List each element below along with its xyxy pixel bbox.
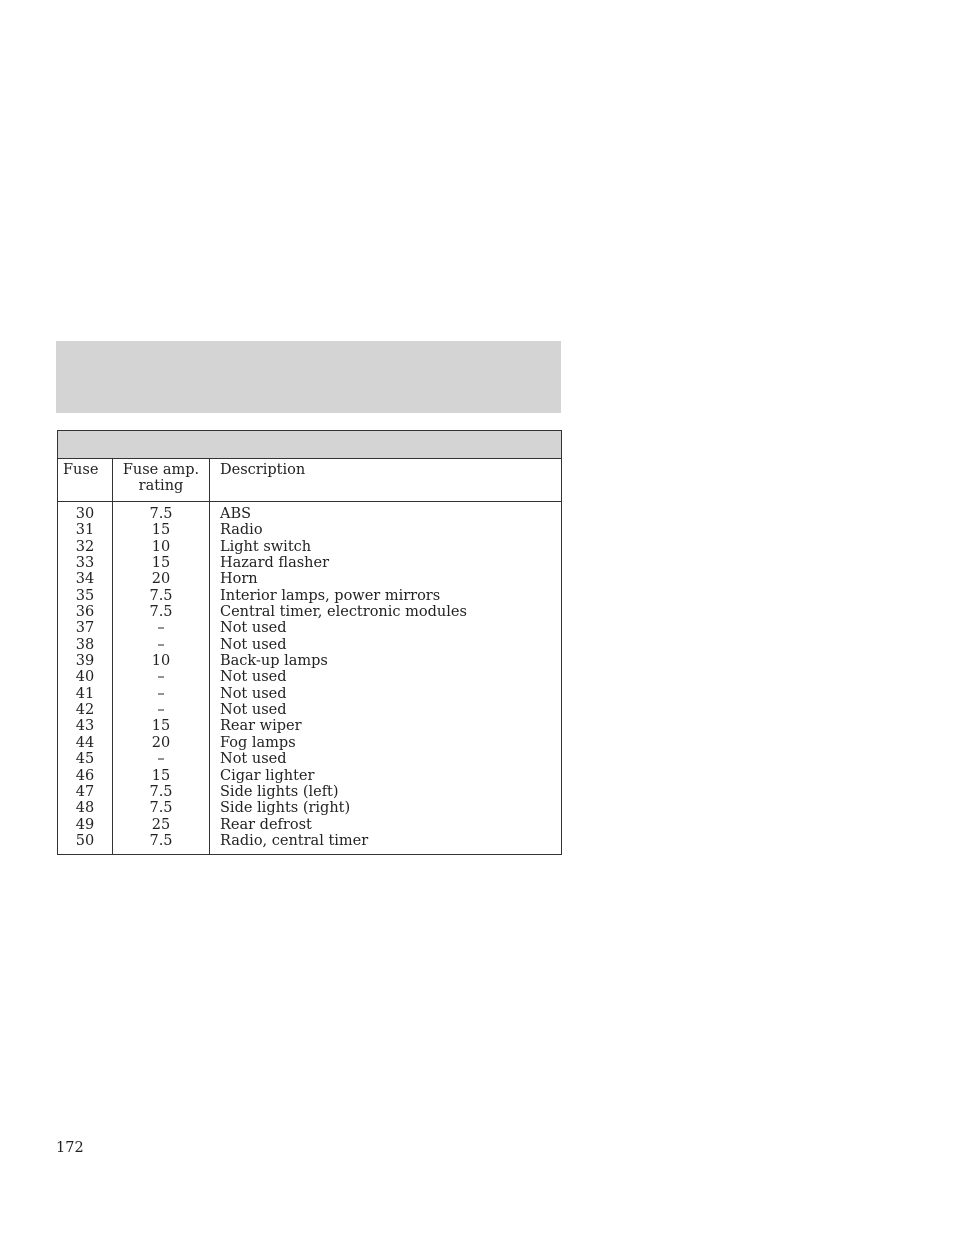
section-header-band (56, 341, 561, 413)
amp-cell: 20 (151, 734, 171, 751)
description-cell: ABS (220, 506, 252, 522)
amp-cell: 25 (151, 816, 171, 833)
table-row (58, 768, 561, 784)
amp-cell: – (157, 685, 165, 702)
column-header-amp-line1: Fuse amp. (122, 462, 200, 478)
description-cell: Light switch (220, 538, 312, 555)
table-row (58, 784, 561, 800)
fuse-cell: 42 (75, 702, 95, 719)
table-row (58, 718, 561, 734)
amp-cell: – (157, 669, 165, 686)
description-cell: Radio (220, 522, 263, 539)
fuse-cell: 46 (75, 767, 95, 784)
description-cell: Rear wiper (220, 718, 302, 735)
description-cell: Not used (220, 685, 287, 702)
description-cell: Horn (220, 571, 258, 588)
description-cell: Not used (220, 620, 287, 637)
amp-cell: 20 (151, 571, 171, 588)
table-row (58, 686, 561, 702)
table-row (58, 620, 561, 636)
amp-cell: 15 (151, 522, 171, 539)
fuse-cell: 49 (75, 816, 95, 833)
table-row (58, 604, 561, 620)
fuse-cell: 36 (75, 604, 95, 621)
description-cell: Radio, central timer (220, 832, 369, 849)
fuse-cell: 45 (75, 751, 95, 768)
table-row (58, 653, 561, 669)
fuse-cell: 31 (75, 522, 95, 539)
description-cell: Hazard flasher (220, 555, 330, 572)
fuse-cell: 35 (75, 587, 95, 604)
table-row (58, 571, 561, 587)
table-row (58, 588, 561, 604)
fuse-cell: 47 (75, 783, 95, 800)
amp-cell: – (157, 751, 165, 768)
fuse-cell: 48 (75, 800, 95, 817)
table-row (58, 539, 561, 555)
description-cell: Not used (220, 636, 287, 653)
amp-cell: 7.5 (149, 783, 173, 800)
fuse-cell: 30 (75, 506, 95, 522)
amp-cell: – (157, 702, 165, 719)
table-row (58, 800, 561, 816)
fuse-cell: 44 (75, 734, 95, 751)
fuse-cell: 50 (75, 832, 95, 849)
amp-cell: – (157, 636, 165, 653)
description-cell: Back-up lamps (220, 653, 328, 670)
amp-cell: 7.5 (149, 604, 173, 621)
amp-cell: 10 (151, 653, 171, 670)
column-header-fuse: Fuse (63, 462, 99, 478)
description-cell: Cigar lighter (220, 767, 315, 784)
description-cell: Side lights (right) (220, 800, 351, 817)
description-cell: Not used (220, 751, 287, 768)
description-cell: Fog lamps (220, 734, 296, 751)
table-row (58, 735, 561, 751)
amp-cell: 15 (151, 767, 171, 784)
amp-cell: 15 (151, 555, 171, 572)
fuse-cell: 38 (75, 636, 95, 653)
fuse-cell: 40 (75, 669, 95, 686)
table-row (58, 522, 561, 538)
amp-cell: 7.5 (149, 832, 173, 849)
description-cell: Interior lamps, power mirrors (220, 587, 441, 604)
amp-cell: 7.5 (149, 506, 173, 522)
fuse-cell: 43 (75, 718, 95, 735)
description-cell: Side lights (left) (220, 783, 339, 800)
fuse-cell: 37 (75, 620, 95, 637)
fuse-cell: 41 (75, 685, 95, 702)
description-cell: Not used (220, 669, 287, 686)
amp-cell: 10 (151, 538, 171, 555)
amp-cell: 7.5 (149, 587, 173, 604)
fuse-cell: 33 (75, 555, 95, 572)
table-row (58, 833, 561, 849)
column-header-amp-rating (113, 462, 209, 494)
table-row (58, 702, 561, 718)
table-row (58, 506, 561, 522)
page-number: 172 (56, 1140, 84, 1156)
amp-cell: – (157, 620, 165, 637)
table-row (58, 751, 561, 767)
amp-cell: 7.5 (149, 800, 173, 817)
fuse-cell: 39 (75, 653, 95, 670)
description-cell: Not used (220, 702, 287, 719)
column-header-description: Description (220, 462, 306, 478)
column-header-amp-line2: rating (138, 478, 184, 494)
fuse-cell: 32 (75, 538, 95, 555)
table-body (58, 506, 561, 849)
table-row (58, 555, 561, 571)
table-row (58, 637, 561, 653)
header-divider (58, 501, 561, 502)
amp-cell: 15 (151, 718, 171, 735)
table-row (58, 669, 561, 685)
fuse-cell: 34 (75, 571, 95, 588)
fuse-table (57, 430, 562, 855)
table-caption-bar (58, 431, 561, 459)
description-cell: Central timer, electronic modules (220, 604, 467, 621)
description-cell: Rear defrost (220, 816, 312, 833)
table-row (58, 817, 561, 833)
